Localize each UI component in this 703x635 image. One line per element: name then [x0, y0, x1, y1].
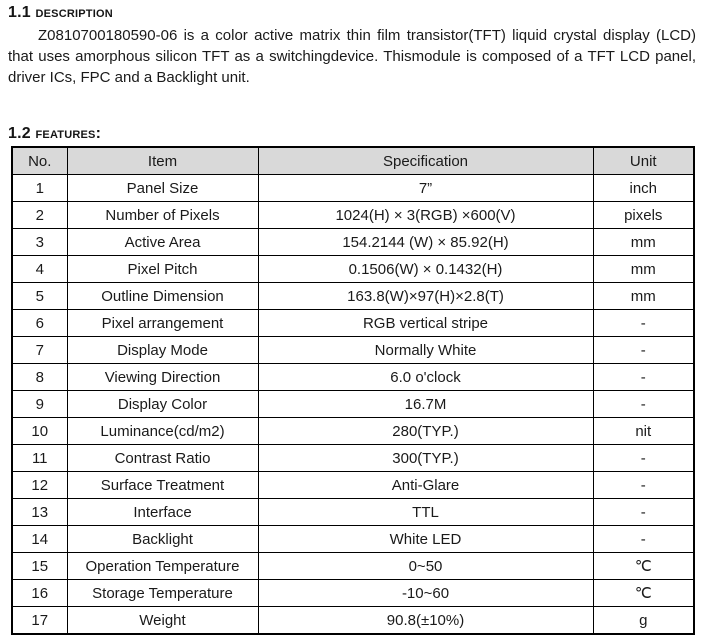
cell-item: Luminance(cd/m2)	[67, 418, 258, 445]
cell-item: Operation Temperature	[67, 553, 258, 580]
cell-no: 1	[12, 175, 67, 202]
table-row	[12, 310, 694, 337]
cell-no: 15	[12, 553, 67, 580]
cell-item: Backlight	[67, 526, 258, 553]
cell-unit: -	[593, 310, 694, 337]
table-row	[12, 337, 694, 364]
cell-no: 8	[12, 364, 67, 391]
cell-no: 4	[12, 256, 67, 283]
cell-item: Active Area	[67, 229, 258, 256]
column-header-specification: Specification	[258, 147, 593, 175]
section-title: description	[35, 4, 113, 21]
cell-unit: ℃	[593, 553, 694, 580]
table-row	[12, 364, 694, 391]
cell-unit: -	[593, 472, 694, 499]
cell-no: 9	[12, 391, 67, 418]
section-number: 1.1	[8, 4, 31, 21]
cell-spec: 7”	[258, 175, 593, 202]
cell-no: 14	[12, 526, 67, 553]
cell-no: 6	[12, 310, 67, 337]
section-number: 1.2	[8, 125, 31, 142]
cell-no: 2	[12, 202, 67, 229]
cell-item: Display Color	[67, 391, 258, 418]
cell-unit: nit	[593, 418, 694, 445]
cell-item: Storage Temperature	[67, 580, 258, 607]
column-header-item: Item	[67, 147, 258, 175]
table-row	[12, 391, 694, 418]
cell-item: Interface	[67, 499, 258, 526]
cell-spec: RGB vertical stripe	[258, 310, 593, 337]
cell-spec: 90.8(±10%)	[258, 607, 593, 635]
table-row	[12, 283, 694, 310]
cell-spec: Normally White	[258, 337, 593, 364]
cell-spec: TTL	[258, 499, 593, 526]
table-row	[12, 499, 694, 526]
table-row	[12, 526, 694, 553]
table-row	[12, 553, 694, 580]
cell-no: 10	[12, 418, 67, 445]
cell-item: Weight	[67, 607, 258, 635]
table-row	[12, 418, 694, 445]
cell-item: Viewing Direction	[67, 364, 258, 391]
cell-item: Panel Size	[67, 175, 258, 202]
cell-spec: 16.7M	[258, 391, 593, 418]
cell-spec: 154.2144 (W) × 85.92(H)	[258, 229, 593, 256]
table-row	[12, 472, 694, 499]
cell-spec: 1024(H) × 3(RGB) ×600(V)	[258, 202, 593, 229]
section-heading-features	[8, 125, 696, 143]
table-row	[12, 607, 694, 635]
cell-unit: -	[593, 337, 694, 364]
description-paragraph: Z0810700180590-06 is a color active matrix thin film transistor(TFT) liquid crystal display (LCD) that uses amorphous silicon TFT as a switchingdevice. Thismodule is composed of a TFT LCD panel, driver ICs, FPC and a Backlight unit.	[8, 27, 696, 86]
cell-spec: 163.8(W)×97(H)×2.8(T)	[258, 283, 593, 310]
features-table	[11, 146, 695, 635]
cell-unit: pixels	[593, 202, 694, 229]
section-title: features:	[35, 125, 102, 142]
cell-spec: White LED	[258, 526, 593, 553]
cell-spec: 280(TYP.)	[258, 418, 593, 445]
cell-no: 13	[12, 499, 67, 526]
cell-unit: mm	[593, 283, 694, 310]
table-row	[12, 229, 694, 256]
table-row	[12, 256, 694, 283]
cell-item: Display Mode	[67, 337, 258, 364]
cell-spec: Anti-Glare	[258, 472, 593, 499]
cell-item: Number of Pixels	[67, 202, 258, 229]
cell-unit: -	[593, 526, 694, 553]
cell-unit: -	[593, 391, 694, 418]
cell-no: 16	[12, 580, 67, 607]
cell-item: Pixel arrangement	[67, 310, 258, 337]
cell-no: 3	[12, 229, 67, 256]
cell-spec: -10~60	[258, 580, 593, 607]
column-header-no: No.	[12, 147, 67, 175]
cell-unit: g	[593, 607, 694, 635]
cell-item: Surface Treatment	[67, 472, 258, 499]
cell-no: 5	[12, 283, 67, 310]
table-row	[12, 202, 694, 229]
cell-unit: inch	[593, 175, 694, 202]
table-row	[12, 175, 694, 202]
section-heading-description	[8, 0, 696, 22]
cell-item: Contrast Ratio	[67, 445, 258, 472]
table-row	[12, 445, 694, 472]
table-header-row	[12, 147, 694, 175]
cell-unit: -	[593, 499, 694, 526]
cell-unit: mm	[593, 256, 694, 283]
cell-unit: mm	[593, 229, 694, 256]
cell-no: 7	[12, 337, 67, 364]
table-row	[12, 580, 694, 607]
cell-unit: ℃	[593, 580, 694, 607]
cell-no: 11	[12, 445, 67, 472]
cell-spec: 0~50	[258, 553, 593, 580]
column-header-unit: Unit	[593, 147, 694, 175]
cell-unit: -	[593, 445, 694, 472]
cell-spec: 0.1506(W) × 0.1432(H)	[258, 256, 593, 283]
cell-no: 12	[12, 472, 67, 499]
cell-item: Pixel Pitch	[67, 256, 258, 283]
cell-spec: 6.0 o'clock	[258, 364, 593, 391]
cell-no: 17	[12, 607, 67, 635]
cell-spec: 300(TYP.)	[258, 445, 593, 472]
cell-unit: -	[593, 364, 694, 391]
cell-item: Outline Dimension	[67, 283, 258, 310]
